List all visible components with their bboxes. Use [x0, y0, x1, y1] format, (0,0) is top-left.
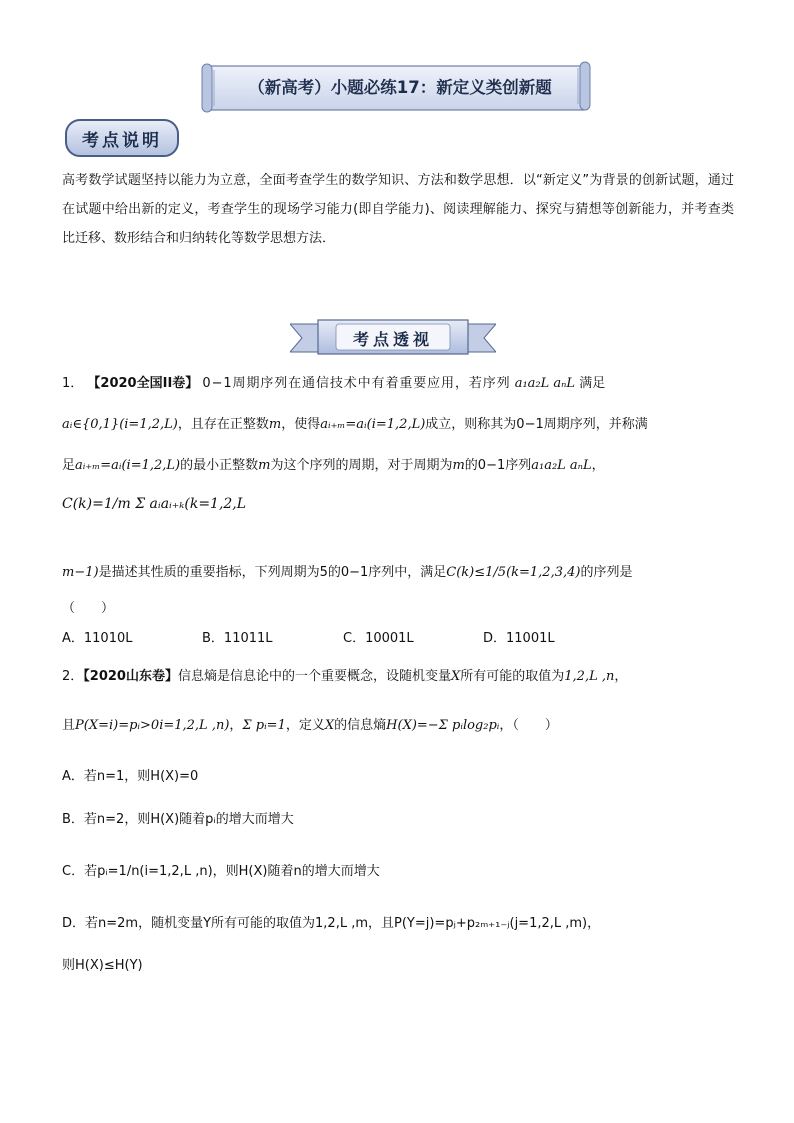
q1-option-a: A．11010L	[62, 631, 133, 646]
q2-text-c: ，	[614, 669, 628, 684]
q1-text-h: ，	[591, 458, 605, 473]
q2-math-prob: P(X=i)=pᵢ>0i=1,2,L ,n)	[75, 718, 230, 733]
q1-answer-blank: （ ）	[62, 601, 115, 616]
q2-option-a: A．若n=1，则H(X)=0	[62, 769, 199, 784]
q1-math-condition: C(k)≤1/5(k=1,2,3,4)	[446, 565, 581, 580]
q1-math-set: aᵢ∈{0,1}(i=1,2,L)	[62, 417, 178, 432]
q1-option-d: D．11001L	[483, 631, 555, 646]
q1-text-c: 成立，则称其为0−1周期序列，并称满	[425, 417, 648, 432]
q1-line-3	[62, 454, 605, 473]
q1-var-m-3: m	[452, 458, 465, 473]
q2-option-c: C．若pᵢ=1/n(i=1,2,L ,n)，则H(X)随着n的增大而增大	[62, 864, 380, 879]
q2-option-b: B．若n=2，则H(X)随着pᵢ的增大而增大	[62, 812, 294, 827]
q1-seq-2: a₁a₂L aₙL	[531, 458, 592, 473]
section-ribbon-perspective	[290, 318, 496, 358]
q2-text-d: 且	[62, 718, 76, 733]
q2-text-a: 信息熵是信息论中的一个重要概念，设随机变量	[177, 669, 451, 684]
q1-math-m1: m−1)	[62, 565, 99, 580]
q1-option-b: B．11011L	[202, 631, 273, 646]
q2-var-x: X	[450, 669, 461, 684]
q2-math-entropy: H(X)=−Σ pᵢlog₂pᵢ	[386, 718, 500, 733]
q2-math-sum: Σ pᵢ=1	[242, 718, 286, 733]
q2-text-b: 所有可能的取值为	[460, 669, 565, 684]
q1-text-j: 的序列是	[580, 565, 633, 580]
q2-number: 2．	[62, 669, 84, 684]
title-banner	[200, 60, 592, 114]
q2-option-d-cont: 则H(X)≤H(Y)	[62, 958, 143, 973]
q1-number: 1．	[62, 376, 84, 391]
q2-var-x-2: X	[324, 718, 335, 733]
q2-line-1	[62, 665, 627, 684]
section-description: 高考数学试题坚持以能力为立意，全面考查学生的数学知识、方法和数学思想．以“新定义”为背景的创新试题，通过在试题中给出新的定义，考查学生的现场学习能力(即自学能力)、阅读理解能力、探究与猜想等创新能力，并考查类比迁移、数形结合和归纳转化等数学思想方法．	[62, 173, 734, 246]
q2-text-e: ，定义	[285, 718, 325, 733]
q1-var-m: m	[268, 417, 282, 432]
q2-line-2: 且P(X=i)=pᵢ>0i=1,2,L ,n)，Σ pᵢ=1，定义X的信息熵H(X)=−Σ pᵢlog₂pᵢ，（ ）	[62, 718, 558, 733]
page-title: （新高考）小题必练17：新定义类创新题	[248, 78, 552, 97]
q1-text-f: 为这个序列的周期，对于周期为	[270, 458, 453, 473]
q1-line-5	[62, 561, 632, 580]
q2-text-f: 的信息熵	[334, 718, 387, 733]
q1-line-1	[62, 372, 605, 391]
q2-math-values: 1,2,L ,n	[564, 669, 615, 684]
q2-source: 【2020山东卷】	[83, 669, 178, 684]
q1-source: 【2020全国II卷】	[87, 376, 199, 391]
q1-text-i: 是描述其性质的重要指标，下列周期为5的0−1序列中，满足	[98, 565, 447, 580]
q1-text: 0−1周期序列在通信技术中有着重要应用，若序列	[202, 376, 511, 391]
q1-option-c: C．10001L	[343, 631, 414, 646]
q2-option-d: D．若n=2m，随机变量Y所有可能的取值为1,2,L ,m，且P(Y=j)=pⱼ+p₂ₘ₊₁₋ⱼ(j=1,2,L ,m)，	[62, 916, 601, 931]
q1-var-m-2: m	[258, 458, 271, 473]
q2-text-g: ，（ ）	[499, 718, 558, 733]
q1-formula: C(k)=1/m Σ aᵢaᵢ₊ₖ(k=1,2,L	[62, 496, 247, 512]
q1-math-period: aᵢ₊ₘ=aᵢ(i=1,2,L)	[320, 417, 426, 432]
q1-text-d: 足	[62, 458, 76, 473]
q1-seq: a₁a₂L aₙL	[514, 376, 576, 391]
q1-text-a: ，且存在正整数	[177, 417, 269, 432]
q1-text-g: 的0−1序列	[464, 458, 532, 473]
q1-line-2	[62, 413, 648, 432]
q1-text-b: ，使得	[281, 417, 321, 432]
section-badge-explanation	[64, 118, 180, 158]
section-badge-label: 考点说明	[82, 131, 162, 151]
q1-text-e: 的最小正整数	[180, 458, 259, 473]
q1-text-end: 满足	[579, 376, 606, 391]
q1-math-period-2: aᵢ₊ₘ=aᵢ(i=1,2,L)	[75, 458, 181, 473]
section-ribbon-label: 考点透视	[352, 330, 433, 349]
